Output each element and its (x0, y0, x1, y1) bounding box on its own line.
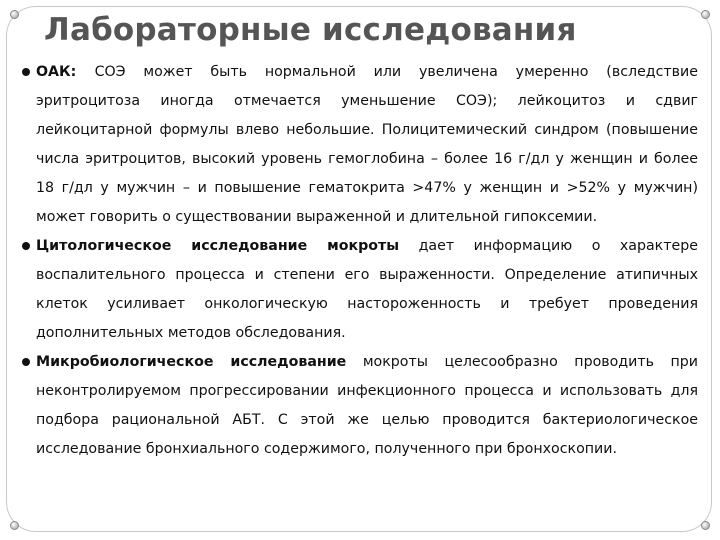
bullet-item-heading: Цитологическое исследование мокроты (36, 238, 400, 254)
corner-bead-icon (10, 521, 19, 530)
corner-bead-icon (701, 521, 710, 530)
bullet-item-oak (22, 58, 698, 232)
bullet-item-heading: ОАК: (36, 64, 95, 80)
slide-title: Лабораторные исследования (44, 12, 577, 48)
corner-bead-icon (701, 10, 710, 19)
bullet-item-heading: Микробиологическое исследование (36, 354, 347, 370)
bullet-icon (22, 242, 30, 250)
corner-bead-icon (10, 10, 19, 19)
bullet-item-microbiology (22, 348, 698, 464)
bullet-icon (22, 68, 30, 76)
bullet-item-text: мокроты целесообразно проводить при неконтролируемом прогрессировании инфекционного процесса и использовать для подбора рациональной АБТ. С этой же целью проводится бактериологическое исследование бронхиального содержимого, полученного при бронхоскопии. (36, 354, 698, 457)
bullet-icon (22, 358, 30, 366)
bullet-item-cytology (22, 232, 698, 348)
bullet-item-text: дает информацию о характере воспалительного процесса и степени его выраженности. Определение атипичных клеток усиливает онкологическую настороженность и требует проведения дополнительных методов обследования. (36, 238, 698, 341)
bullet-list (22, 58, 698, 464)
bullet-item-text: СОЭ может быть нормальной или увеличена умеренно (вследствие эритроцитоза иногда отмечается уменьшение СОЭ); лейкоцитоз и сдвиг лейкоцитарной формулы влево небольшие. Полицитемический синдром (повышение числа эритроцитов, высокий уровень гемоглобина – более 16 г/дл у женщин и более 18 г/дл у мужчин – и повышение гематокрита >47% у женщин и >52% у мужчин) может говорить о существовании выраженной и длительной гипоксемии. (36, 64, 698, 225)
